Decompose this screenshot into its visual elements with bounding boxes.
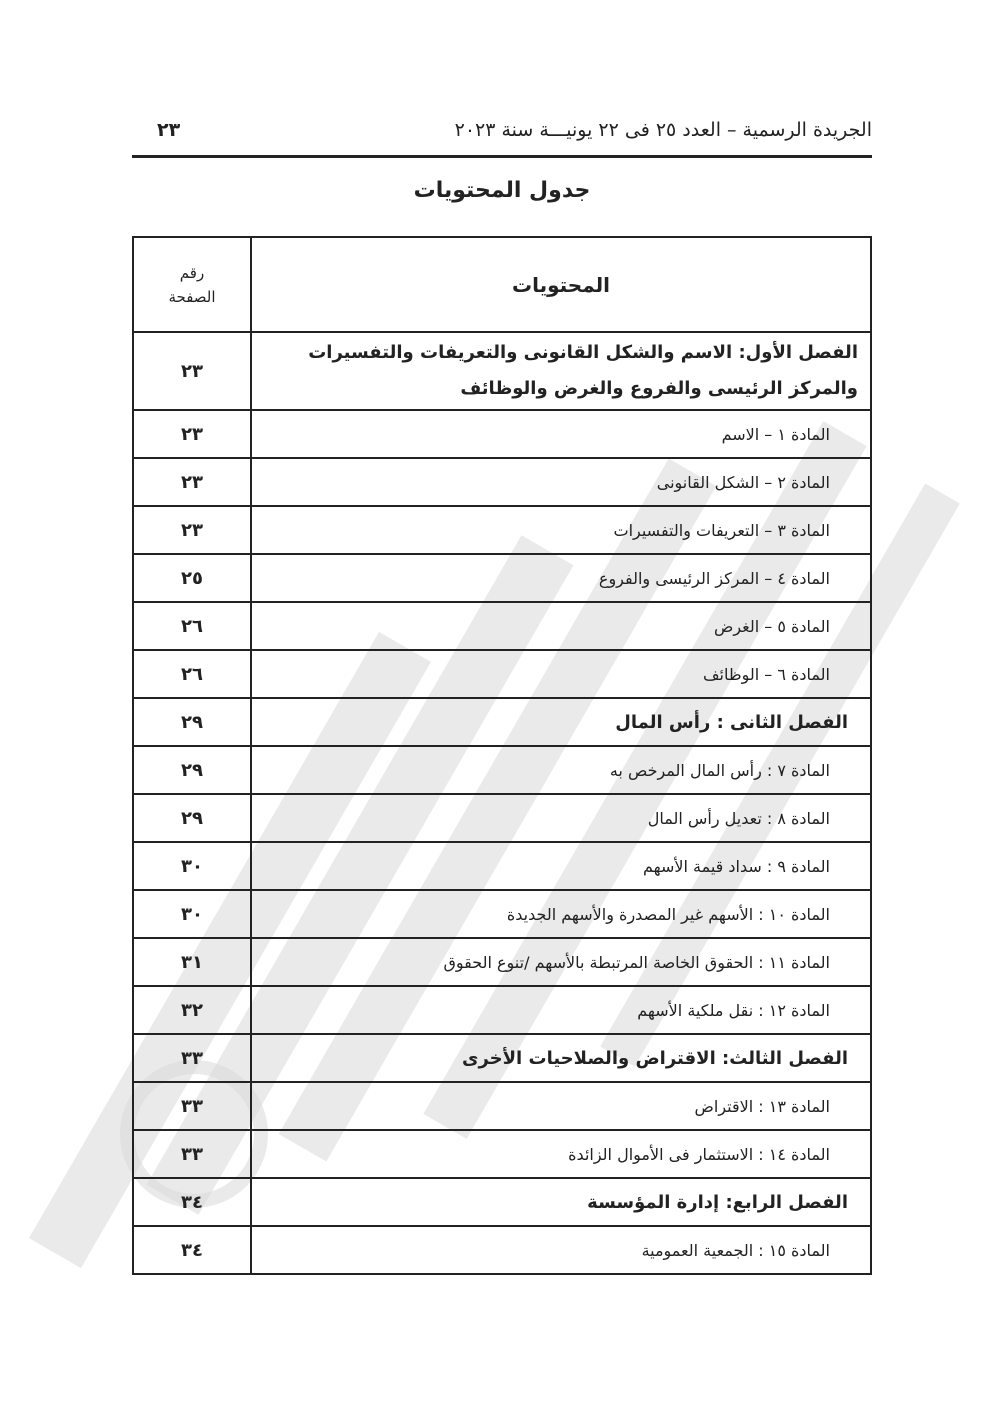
page-header-line2: الصفحة (168, 287, 216, 306)
entry-page: ٢٣ (133, 458, 251, 506)
entry-page: ٢٩ (133, 794, 251, 842)
entry-page: ٢٥ (133, 554, 251, 602)
entry-title: المادة ٤ – المركز الرئيسى والفروع (251, 554, 871, 602)
entry-page: ٢٦ (133, 650, 251, 698)
page-number: ٢٣ (157, 119, 181, 141)
chapter-row (133, 1034, 871, 1082)
entry-page: ٣٢ (133, 986, 251, 1034)
entry-page: ٣٠ (133, 890, 251, 938)
entry-page: ٢٣ (133, 410, 251, 458)
contents-table (132, 236, 872, 1275)
entry-page: ٢٩ (133, 746, 251, 794)
entry-title: المادة ١٢ : نقل ملكية الأسهم (251, 986, 871, 1034)
article-row (133, 410, 871, 458)
article-row (133, 1130, 871, 1178)
article-row (133, 938, 871, 986)
entry-title: المادة ٢ – الشكل القانونى (251, 458, 871, 506)
entry-title: الفصل الثانى : رأس المال (251, 698, 871, 746)
entry-title: المادة ٧ : رأس المال المرخص به (251, 746, 871, 794)
entry-page: ٢٣ (133, 332, 251, 410)
page-title: جدول المحتويات (413, 178, 591, 203)
entry-title: المادة ١ – الاسم (251, 410, 871, 458)
entry-title: الفصل الرابع: إدارة المؤسسة (251, 1178, 871, 1226)
article-row (133, 746, 871, 794)
entry-page: ٣٣ (133, 1082, 251, 1130)
article-row (133, 1226, 871, 1274)
entry-title: المادة ٨ : تعديل رأس المال (251, 794, 871, 842)
chapter-row (133, 1178, 871, 1226)
entry-page: ٢٩ (133, 698, 251, 746)
entry-page: ٣٣ (133, 1130, 251, 1178)
entry-title: المادة ١٥ : الجمعية العمومية (251, 1226, 871, 1274)
article-row (133, 554, 871, 602)
chapter-row (133, 332, 871, 410)
article-row (133, 602, 871, 650)
entry-page: ٣٤ (133, 1178, 251, 1226)
article-row (133, 986, 871, 1034)
page-header-line1: رقم (179, 263, 205, 282)
entry-title: المادة ١٤ : الاستثمار فى الأموال الزائدة (251, 1130, 871, 1178)
entry-title: المادة ١٣ : الاقتراض (251, 1082, 871, 1130)
entry-page: ٣٠ (133, 842, 251, 890)
entry-title: المادة ٩ : سداد قيمة الأسهم (251, 842, 871, 890)
article-row (133, 890, 871, 938)
entry-title: المادة ١١ : الحقوق الخاصة المرتبطة بالأسهم /تنوع الحقوق (251, 938, 871, 986)
entry-page: ٣٤ (133, 1226, 251, 1274)
entry-title: المادة ١٠ : الأسهم غير المصدرة والأسهم الجديدة (251, 890, 871, 938)
article-row (133, 458, 871, 506)
entry-page: ٢٦ (133, 602, 251, 650)
entry-title: الفصل الثالث: الاقتراض والصلاحيات الأخرى (251, 1034, 871, 1082)
contents-header: المحتويات (251, 237, 871, 332)
entry-title: المادة ٥ – الغرض (251, 602, 871, 650)
entry-page: ٢٣ (133, 506, 251, 554)
article-row (133, 506, 871, 554)
article-row (133, 842, 871, 890)
page-header (132, 112, 872, 148)
entry-title: المادة ٣ – التعريفات والتفسيرات (251, 506, 871, 554)
entry-title: الفصل الأول: الاسم والشكل القانونى والتعريفات والتفسيرات والمركز الرئيسى والفروع والغرض والوظائف (251, 332, 871, 410)
article-row (133, 794, 871, 842)
entry-page: ٣١ (133, 938, 251, 986)
article-row (133, 650, 871, 698)
entry-title: المادة ٦ – الوظائف (251, 650, 871, 698)
entry-page: ٣٣ (133, 1034, 251, 1082)
header-divider (132, 155, 872, 158)
page-header-cell (133, 237, 251, 332)
header-text: الجريدة الرسمية – العدد ٢٥ فى ٢٢ يونيـــة سنة ٢٠٢٣ (454, 119, 872, 141)
article-row (133, 1082, 871, 1130)
chapter-row (133, 698, 871, 746)
